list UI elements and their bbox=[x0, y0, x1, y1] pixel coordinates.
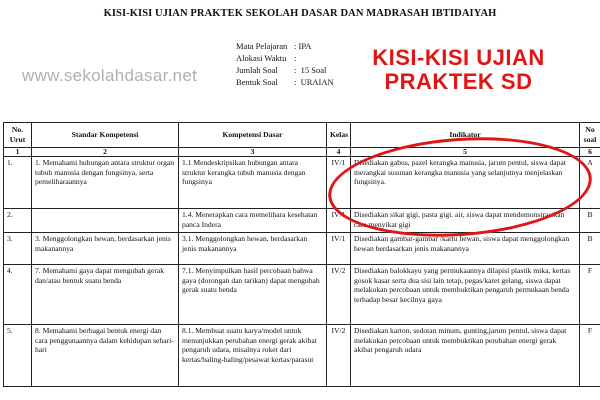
table-row bbox=[4, 265, 600, 325]
cell-indikator: Disediakan balokkayu yang permukaannya dilapisi plastik mika, kertas gosok kasar serta dua sisi lain tetap, pegas/karet gelang, siswa dapat melakukan percobaan untuk membuktikan pengaruh permukaan benda terhadap besar kecilnya gaya bbox=[351, 265, 580, 325]
meta-row-time bbox=[236, 52, 334, 64]
banner-line-2: PRAKTEK SD bbox=[384, 69, 533, 94]
cell-indikator: Disediakan gabus, pazel kerangka manusia, jarum pentul, siswa dapat merangkai susunan kerangka manusia yang selanjutnya menjelaskan fungsinya. bbox=[351, 157, 580, 209]
cell-soal: F bbox=[580, 265, 600, 325]
cell-indikator: Disediakan gambar-gambar /kartu hewan, siswa dapat menggolongkan hewan berdasarkan jenis makanannya bbox=[351, 233, 580, 265]
meta-value: : IPA bbox=[294, 41, 312, 51]
cell-no: 5. bbox=[4, 325, 32, 387]
watermark-url: www.sekolahdasar.net bbox=[22, 66, 198, 85]
column-number: 2 bbox=[32, 148, 179, 157]
cell-indikator: Disediakan sikat gigi, pasta gigi. air, siswa dapat mendemonstrasikan cara menyikat gigi bbox=[351, 209, 580, 233]
cell-indikator: Disediakan karton, sedotan minum, gunting,jarum pentul, siswa dapat melakukan percobaan untuk membuktikan perubahan energi gerak akibat pengaruh udara bbox=[351, 325, 580, 387]
column-number: 6 bbox=[580, 148, 600, 157]
cell-kd: 1.1 Mendeskripsikan hubungan antara struktur kerangka tubuh manusia dengan fungsinya bbox=[179, 157, 327, 209]
header-no: No. Urut bbox=[4, 123, 32, 148]
meta-label: Jumlah Soal bbox=[236, 65, 278, 75]
banner-line-1: KISI-KISI UJIAN bbox=[372, 45, 545, 70]
table-header-row bbox=[4, 123, 600, 148]
cell-sk bbox=[32, 209, 179, 233]
cell-no: 3. bbox=[4, 233, 32, 265]
header-kompetensi-dasar: Kompetensi Dasar bbox=[179, 123, 327, 148]
header-no-soal: No soal bbox=[580, 123, 600, 148]
cell-soal: B bbox=[580, 233, 600, 265]
header-kelas: Kelas bbox=[327, 123, 351, 148]
meta-row-type bbox=[236, 76, 334, 88]
meta-label: Mata Pelajaran bbox=[236, 41, 288, 51]
kisi-kisi-table bbox=[3, 122, 600, 387]
meta-row-subject bbox=[236, 40, 334, 52]
exam-meta bbox=[236, 40, 334, 88]
cell-kd: 8.1. Membuat suatu karya/model untuk menunjukkan perubahan energi gerak akibat pengaruh udara, misalnya roket dari kertas/baling-baling/pesawat kertas/parasut bbox=[179, 325, 327, 387]
cell-soal: F bbox=[580, 325, 600, 387]
meta-value: : bbox=[294, 53, 297, 63]
table-row bbox=[4, 209, 600, 233]
table-row bbox=[4, 157, 600, 209]
cell-no: 2. bbox=[4, 209, 32, 233]
cell-kelas: IV/1 bbox=[327, 157, 351, 209]
cell-soal: A bbox=[580, 157, 600, 209]
cell-no: 4. bbox=[4, 265, 32, 325]
cell-sk: 8. Memahami berbagai bentuk energi dan cara penggunaannya dalam kehidupan sehari-hari bbox=[32, 325, 179, 387]
cell-kelas: IV/1 bbox=[327, 233, 351, 265]
meta-row-count bbox=[236, 64, 334, 76]
cell-kelas: IV/2 bbox=[327, 325, 351, 387]
table-row bbox=[4, 233, 600, 265]
meta-label: Alokasi Waktu bbox=[236, 53, 287, 63]
cell-no: 1. bbox=[4, 157, 32, 209]
cell-sk: 7. Memahami gaya dapat mengubah gerak dan/atau bentuk suatu benda bbox=[32, 265, 179, 325]
meta-value: : 15 Soal bbox=[294, 65, 327, 75]
header-indikator: Indikator bbox=[351, 123, 580, 148]
meta-label: Bentuk Soal bbox=[236, 77, 278, 87]
column-number: 1 bbox=[4, 148, 32, 157]
header-standar-kompetensi: Standar Kompetensi bbox=[32, 123, 179, 148]
table-row bbox=[4, 325, 600, 387]
cell-sk: 1. Memahami hubungan antara struktur organ tubuh manusia dengan fungsinya, serta pemeliharaannya bbox=[32, 157, 179, 209]
cell-kd: 1.4. Menerapkan cara memelihara kesehatan panca Indera bbox=[179, 209, 327, 233]
document-title: KISI-KISI UJIAN PRAKTEK SEKOLAH DASAR DAN MADRASAH IBTIDAIYAH bbox=[103, 8, 497, 19]
cell-kelas: IV/1 bbox=[327, 209, 351, 233]
cell-kd: 7.1. Menyimpulkan hasil percobaan bahwa gaya (dorongan dan tarikan) dapat mengubah gerak suatu benda bbox=[179, 265, 327, 325]
column-number: 4 bbox=[327, 148, 351, 157]
column-number: 3 bbox=[179, 148, 327, 157]
column-number: 5 bbox=[351, 148, 580, 157]
cell-kd: 3.1. Menggolongkan hewan, berdasarkan jenis makanannya bbox=[179, 233, 327, 265]
cell-kelas: IV/2 bbox=[327, 265, 351, 325]
column-number-row bbox=[4, 148, 600, 157]
cell-soal: B bbox=[580, 209, 600, 233]
meta-value: : URAIAN bbox=[294, 77, 334, 87]
cell-sk: 3. Menggolongkan hewan, berdasarkan jenis makanannya bbox=[32, 233, 179, 265]
red-banner-text bbox=[356, 46, 561, 94]
